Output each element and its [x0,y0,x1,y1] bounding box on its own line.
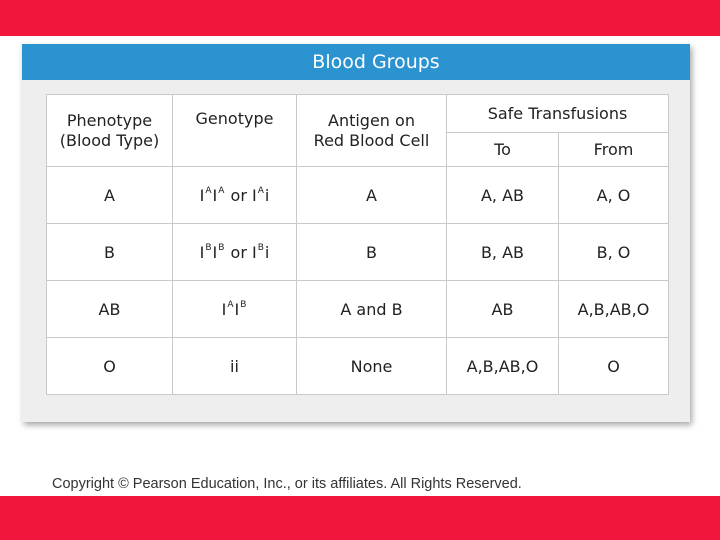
table-row [47,167,669,224]
blood-groups-table [46,94,669,395]
table-row [47,281,669,338]
cell-transfuse-to: A, AB [447,167,559,224]
copyright-notice: Copyright © Pearson Education, Inc., or its affiliates. All Rights Reserved. [52,476,522,492]
cell-phenotype: A [47,167,173,224]
header-safe-transfusions: Safe Transfusions [447,95,669,133]
cell-genotype: $I^AI^B$ [173,281,297,338]
header-phenotype: Phenotype (Blood Type) [47,95,173,167]
header-to: To [447,133,559,167]
table-row [47,224,669,281]
cell-transfuse-to: A,B,AB,O [447,338,559,395]
table-row [47,338,669,395]
cell-antigen: A [297,167,447,224]
cell-genotype: ii [173,338,297,395]
cell-genotype: $I^BI^B$ or $I^Bi$ [173,224,297,281]
cell-transfuse-from: O [559,338,669,395]
cell-genotype: $I^AI^A$ or $I^Ai$ [173,167,297,224]
cell-antigen: A and B [297,281,447,338]
cell-transfuse-from: A, O [559,167,669,224]
cell-phenotype: O [47,338,173,395]
bottom-red-band [0,496,720,540]
cell-phenotype: B [47,224,173,281]
card-header-bar [22,44,690,80]
table-body [47,167,669,395]
cell-antigen: None [297,338,447,395]
cell-transfuse-from: B, O [559,224,669,281]
blood-groups-card [22,44,690,422]
header-from: From [559,133,669,167]
cell-transfuse-to: B, AB [447,224,559,281]
card-title: Blood Groups [312,51,440,73]
top-red-band [0,0,720,36]
header-genotype: Genotype [173,95,297,167]
cell-antigen: B [297,224,447,281]
cell-transfuse-to: AB [447,281,559,338]
cell-phenotype: AB [47,281,173,338]
header-antigen: Antigen on Red Blood Cell [297,95,447,167]
cell-transfuse-from: A,B,AB,O [559,281,669,338]
